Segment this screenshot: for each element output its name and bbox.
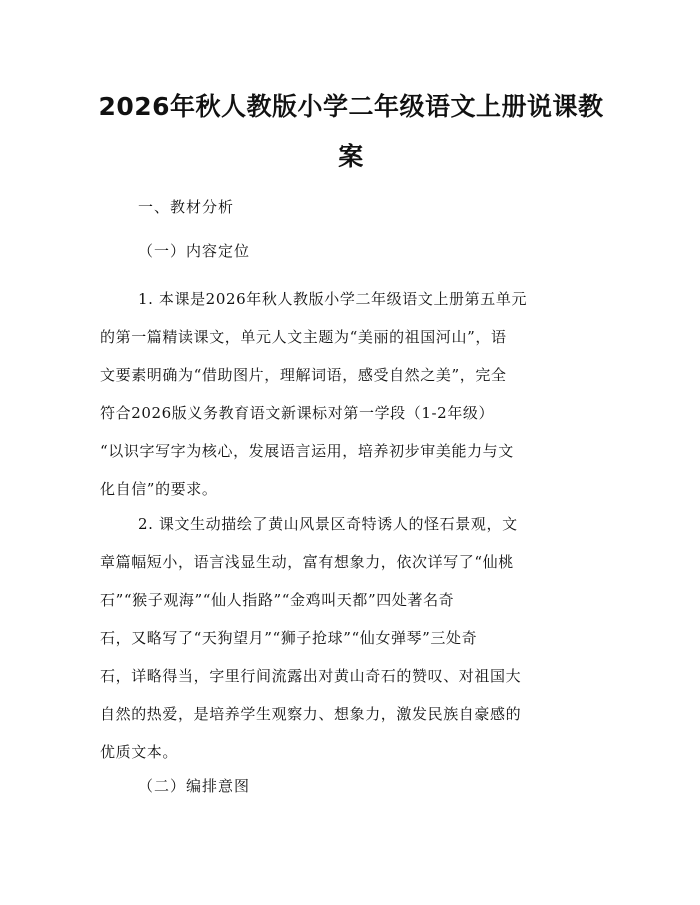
paragraph-line: 石，又略写了“天狗望月”“狮子抢球”“仙女弹琴”三处奇 — [100, 629, 478, 647]
paragraph-line: 2. 课文生动描绘了黄山风景区奇特诱人的怪石景观，文 — [138, 515, 518, 533]
paragraph-line: 章篇幅短小，语言浅显生动，富有想象力，依次详写了“仙桃 — [100, 553, 514, 571]
paragraph-line: 1. 本课是2026年秋人教版小学二年级语文上册第五单元 — [138, 290, 528, 308]
paragraph-content-positioning — [100, 289, 600, 517]
paragraph-line: 文要素明确为“借助图片，理解词语，感受自然之美”，完全 — [100, 366, 507, 384]
section-heading-textbook-analysis: 一、教材分析 — [138, 198, 235, 216]
paragraph-line: 自然的热爱，是培养学生观察力、想象力，激发民族自豪感的 — [100, 705, 522, 723]
document-title: 2026年秋人教版小学二年级语文上册说课教案 — [98, 92, 604, 171]
paragraph-line: 符合2026版义务教育语文新课标对第一学段（1-2年级） — [100, 404, 495, 422]
paragraph-line: 石，详略得当，字里行间流露出对黄山奇石的赞叹、对祖国大 — [100, 667, 522, 685]
paragraph-line: 优质文本。 — [100, 743, 179, 761]
paragraph-line: 的第一篇精读课文，单元人文主题为“美丽的祖国河山”，语 — [100, 328, 507, 346]
paragraph-line: “以识字写字为核心，发展语言运用，培养初步审美能力与文 — [100, 442, 514, 460]
paragraph-text-description — [100, 514, 600, 780]
paragraph-line: 化自信”的要求。 — [100, 480, 218, 498]
subsection-heading-arrangement-intent: （二）编排意图 — [138, 777, 251, 795]
subsection-heading-content-positioning: （一）内容定位 — [138, 242, 251, 260]
paragraph-line: 石”“猴子观海”“仙人指路”“金鸡叫天都”四处著名奇 — [100, 591, 455, 609]
